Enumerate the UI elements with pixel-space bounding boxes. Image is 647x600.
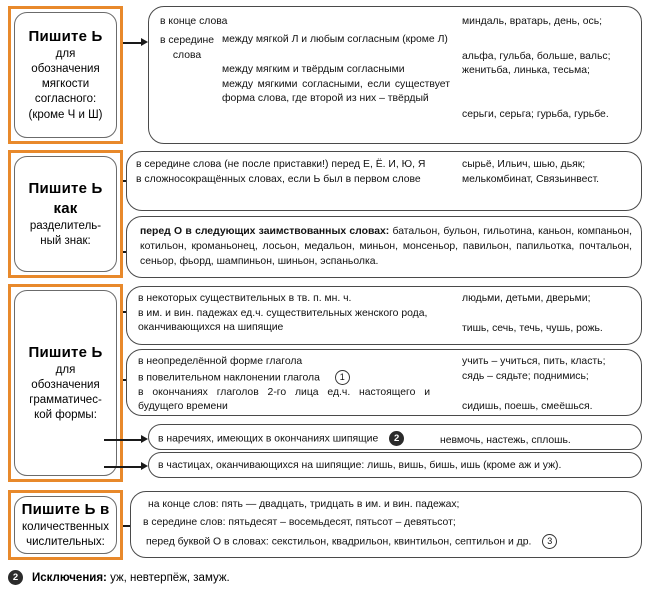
footnote-label: Исключения: [32,571,107,584]
grammar-3-rule [158,431,448,447]
softness-row3-rule: между мягкими согласными, если существует форма слова, где второй из них – твёрдый [222,79,450,105]
label-line-1: количественных [22,520,109,533]
separator-1-examples-line1: мелькомбинат, Связьинвест. [462,174,600,185]
label-box-softness [8,6,123,144]
label-line-2: обозначения [31,63,100,76]
label-box-numerals [8,490,123,560]
grammar-3-examples: невмочь, настежь, сплошь. [440,435,571,446]
separator-1-examples-line0: сырьё, Ильич, шью, дьяк; [462,159,586,170]
grammar-2-rule-line1 [138,370,438,386]
footnote-badge-2: 2 [389,431,404,446]
footnote [8,570,230,585]
footnote-text [32,572,230,584]
grammar-3-rule-text: в наречиях, имеющих в окончаниях шипящие [158,433,379,445]
separator-1-rule-line1: в сложносокращённых словах, если Ь был в первом слове [136,174,421,185]
label-line-0: Пишите Ь в [21,500,110,518]
footnote-badge-3: 3 [542,534,557,549]
grammar-2-examples-line1: сядь – сядьте; поднимись; [462,371,589,382]
softness-row1-rule: между мягкой Л и любым согласным (кроме Л) [222,34,448,45]
softness-row1-position-text: в середине слова [159,35,215,62]
softness-row2-examples: женитьба, линька, тесьма; [462,65,590,76]
grammar-4-rule: в частицах, оканчивающихся на шипящие: лишь, вишь, бишь, ишь (кроме аж и уж). [158,460,562,471]
label-line-4: согласного: [34,93,97,106]
label-box-separator [8,150,123,278]
separator-2-body: батальон, бульон, гильотина, каньон, компаньон, котильон, кроманьонец, лосьон, медальон, миньон, монсеньор, павильон, папильотка, почтальон, сеньор, фьорд, шампиньон, шиньон, эспаньолка. [140,226,632,268]
separator-2-lead: перед О в следующих заимствованных словах: [140,226,390,237]
label-line-0: Пишите Ь [28,343,103,361]
footnote-body: уж, невтерпёж, замуж. [106,571,230,584]
numerals-line-2 [146,534,636,550]
numerals-line-1: в середине слов: пятьдесят – восемьдесят, пятьсот – девятьсот; [143,517,456,528]
label-line-2: обозначения [31,378,100,391]
label-line-5: (кроме Ч и Ш) [28,108,103,121]
label-line-2: числительных: [26,535,105,548]
arrow-grammar-3 [104,435,148,444]
label-line-1: для [55,47,76,60]
label-box-numerals-text [17,500,115,550]
label-line-3: мягкости [41,78,90,91]
label-line-3: грамматичес- [29,393,102,406]
separator-1-rule-line0: в середине слова (не после приставки!) перед Е, Ё. И, Ю, Я [136,159,426,170]
grammar-2-examples-line0: учить – учиться, пить, класть; [462,356,606,367]
grammar-2-rule-line2: в окончаниях глаголов 2-го лица ед.ч. настоящего и будущего времени [138,387,430,413]
grammar-1-rule-line0: в некоторых существительных в тв. п. мн. ч. [138,293,352,304]
label-line-4: кой формы: [34,409,97,422]
label-box-grammar [8,284,123,482]
grammar-2-rule-line0: в неопределённой форме глагола [138,356,303,367]
grammar-1-rule-line1: в им. и вин. падежах ед.ч. существительных женского рода, оканчивающихся на шипящие [138,308,428,334]
label-line-0: Пишите Ь как [28,180,103,217]
arrow-grammar-4 [104,462,148,471]
label-box-grammar-text [24,343,108,423]
separator-2-text [140,224,632,269]
footnote-badge-1: 1 [335,370,350,385]
label-line-1: разделитель- [29,219,102,232]
grammar-2-examples-line2: сидишь, поешь, смеёшься. [462,401,593,412]
label-line-1: для [55,363,76,376]
label-line-0: Пишите Ь [28,28,103,46]
softness-row0-position: в конце слова [160,16,228,27]
label-box-softness-text [24,27,108,123]
softness-row1-position [158,33,216,63]
grammar-1-examples-line0: людьми, детьми, дверьми; [462,293,591,304]
numerals-line-0: на конце слов: пять — двадцать, тридцать в им. и вин. падежах; [148,499,460,510]
softness-row3-examples: серьги, серьга; гурьба, гурьбе. [462,109,609,120]
softness-row0-examples: миндаль, вратарь, день, ось; [462,16,603,27]
numerals-line-2-text: перед буквой О в словах: секстильон, квадрильон, квинтильон, септильон и др. [146,536,532,548]
grammar-2-rule-line1-text: в повелительном наклонении глагола [138,372,320,384]
softness-row2-rule: между мягким и твёрдым согласными [222,64,405,75]
footnote-marker-2-icon: 2 [8,570,23,585]
label-line-2: ный знак: [40,234,91,247]
arrow-softness [123,38,148,47]
grammar-1-examples-line1: тишь, сечь, течь, чушь, рожь. [462,323,603,334]
label-box-separator-text [11,179,120,249]
softness-row1-examples: альфа, гульба, больше, вальс; [462,51,611,62]
